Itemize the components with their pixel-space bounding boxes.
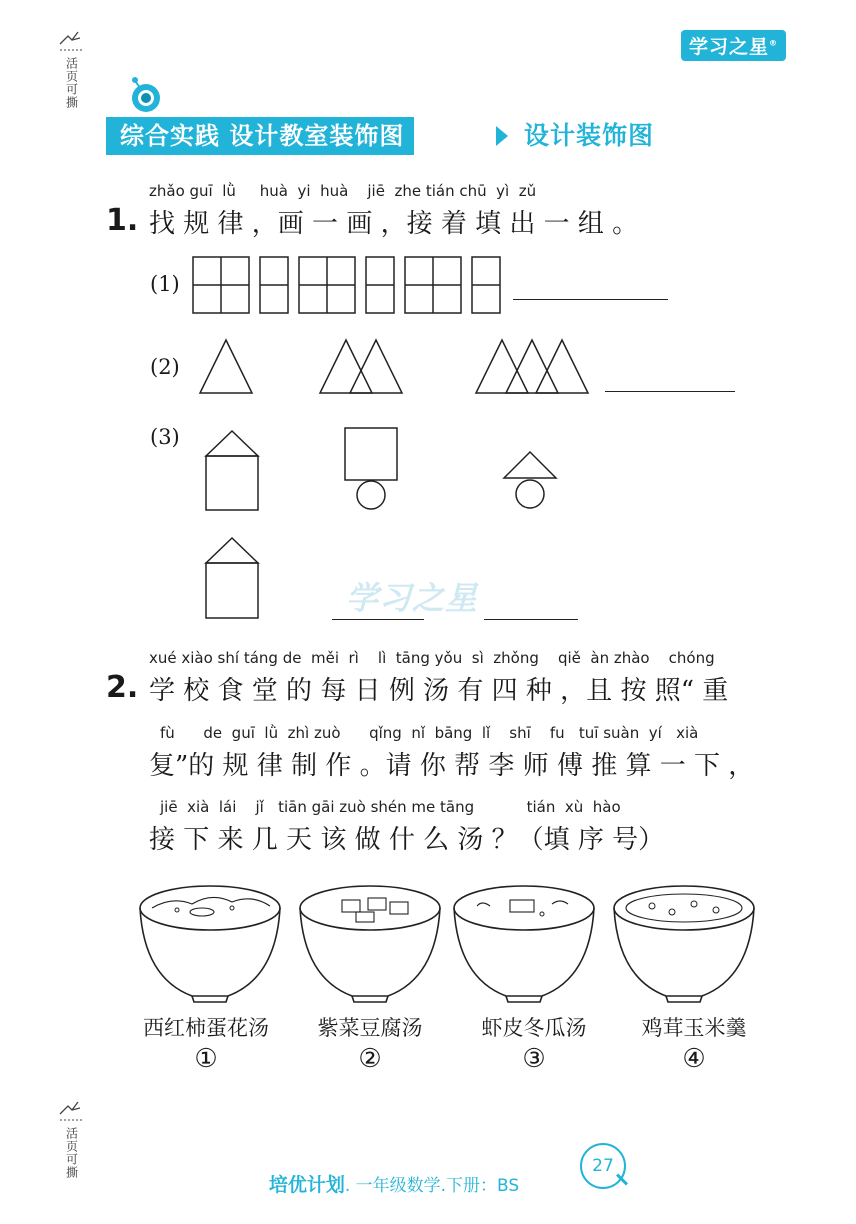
scissors-hand-icon (58, 30, 84, 52)
soup-bowls (132, 878, 762, 1008)
footer-text (258, 1150, 519, 1197)
q2-line-1: 学 校 食 堂 的 每 日 例 汤 有 四 种 ，且 按 照“ 重 (149, 676, 729, 706)
section-banner: 综合实践 设计教室装饰图 (106, 117, 414, 155)
soup-name-3: 虾皮冬瓜汤 (481, 1016, 587, 1040)
pattern-1-squares (190, 254, 510, 316)
watermark: 学习之星 (346, 579, 479, 617)
footer-brand: 培优计划 (268, 1174, 345, 1196)
bowl-4-icon (614, 886, 754, 1002)
soup-name-1: 西红柿蛋花汤 (143, 1016, 269, 1040)
answer-blank-2[interactable] (605, 391, 735, 392)
tear-off-label: 活页可撕 (64, 1127, 79, 1179)
registered-mark: ® (769, 38, 778, 48)
q1-label-1: (1) (150, 272, 180, 296)
q2-pinyin-3: jiē xià lái jǐ tiān gāi zuò shén me tāng tián xù hào (160, 798, 621, 816)
q1-pinyin: zhǎo guī lǜ huà yi huà jiē zhe tián chū yì zǔ (149, 182, 537, 200)
answer-blank-3b[interactable] (484, 619, 578, 620)
soup-number-3: ③ (522, 1044, 546, 1074)
page-number: 27 (580, 1143, 626, 1189)
soup-number-2: ② (358, 1044, 382, 1074)
soup-number-4: ④ (682, 1044, 706, 1074)
bowl-3-icon (454, 886, 594, 1002)
q1-text: 找 规 律 ，画 一 画 ，接 着 填 出 一 组 。 (149, 209, 639, 239)
answer-blank-1[interactable] (513, 299, 668, 300)
tear-off-note-top (58, 30, 84, 109)
soup-name-4: 鸡茸玉米羹 (641, 1016, 747, 1040)
q2-number: 2. (106, 670, 139, 705)
banner-arrow-icon (496, 126, 508, 146)
pattern-2-triangles (196, 336, 596, 398)
q2-pinyin-2: fù de guī lǜ zhì zuò qǐng nǐ bāng lǐ shī fu tuī suàn yí xià (160, 724, 699, 742)
q2-line-3: 接 下 来 几 天 该 做 什 么 汤 ？（填 序 号） (149, 825, 665, 855)
answer-blank-3a[interactable] (332, 619, 424, 620)
q2-line-2: 复”的 规 律 制 作 。请 你 帮 李 师 傅 推 算 一 下 ， (149, 751, 755, 781)
tear-off-note-bottom (58, 1100, 84, 1179)
section-subtitle: 设计装饰图 (524, 121, 655, 150)
tear-off-label: 活页可撕 (64, 57, 79, 109)
q1-label-3: (3) (150, 425, 180, 449)
bowl-2-icon (300, 886, 440, 1002)
bowl-1-icon (140, 886, 280, 1002)
soup-name-2: 紫菜豆腐汤 (317, 1016, 423, 1040)
brand-logo-text: 学习之星 (688, 36, 769, 58)
soup-number-1: ① (194, 1044, 218, 1074)
q1-number: 1. (106, 203, 139, 238)
scissors-hand-icon (58, 1100, 84, 1122)
brand-logo (681, 30, 786, 61)
footer-book-info: . 一年级数学.下册：BS (344, 1176, 520, 1196)
q1-label-2: (2) (150, 355, 180, 379)
astronaut-icon (124, 72, 168, 116)
q2-pinyin-1: xué xiào shí táng de měi rì lì tāng yǒu sì zhǒng qiě àn zhào chóng (149, 649, 715, 667)
